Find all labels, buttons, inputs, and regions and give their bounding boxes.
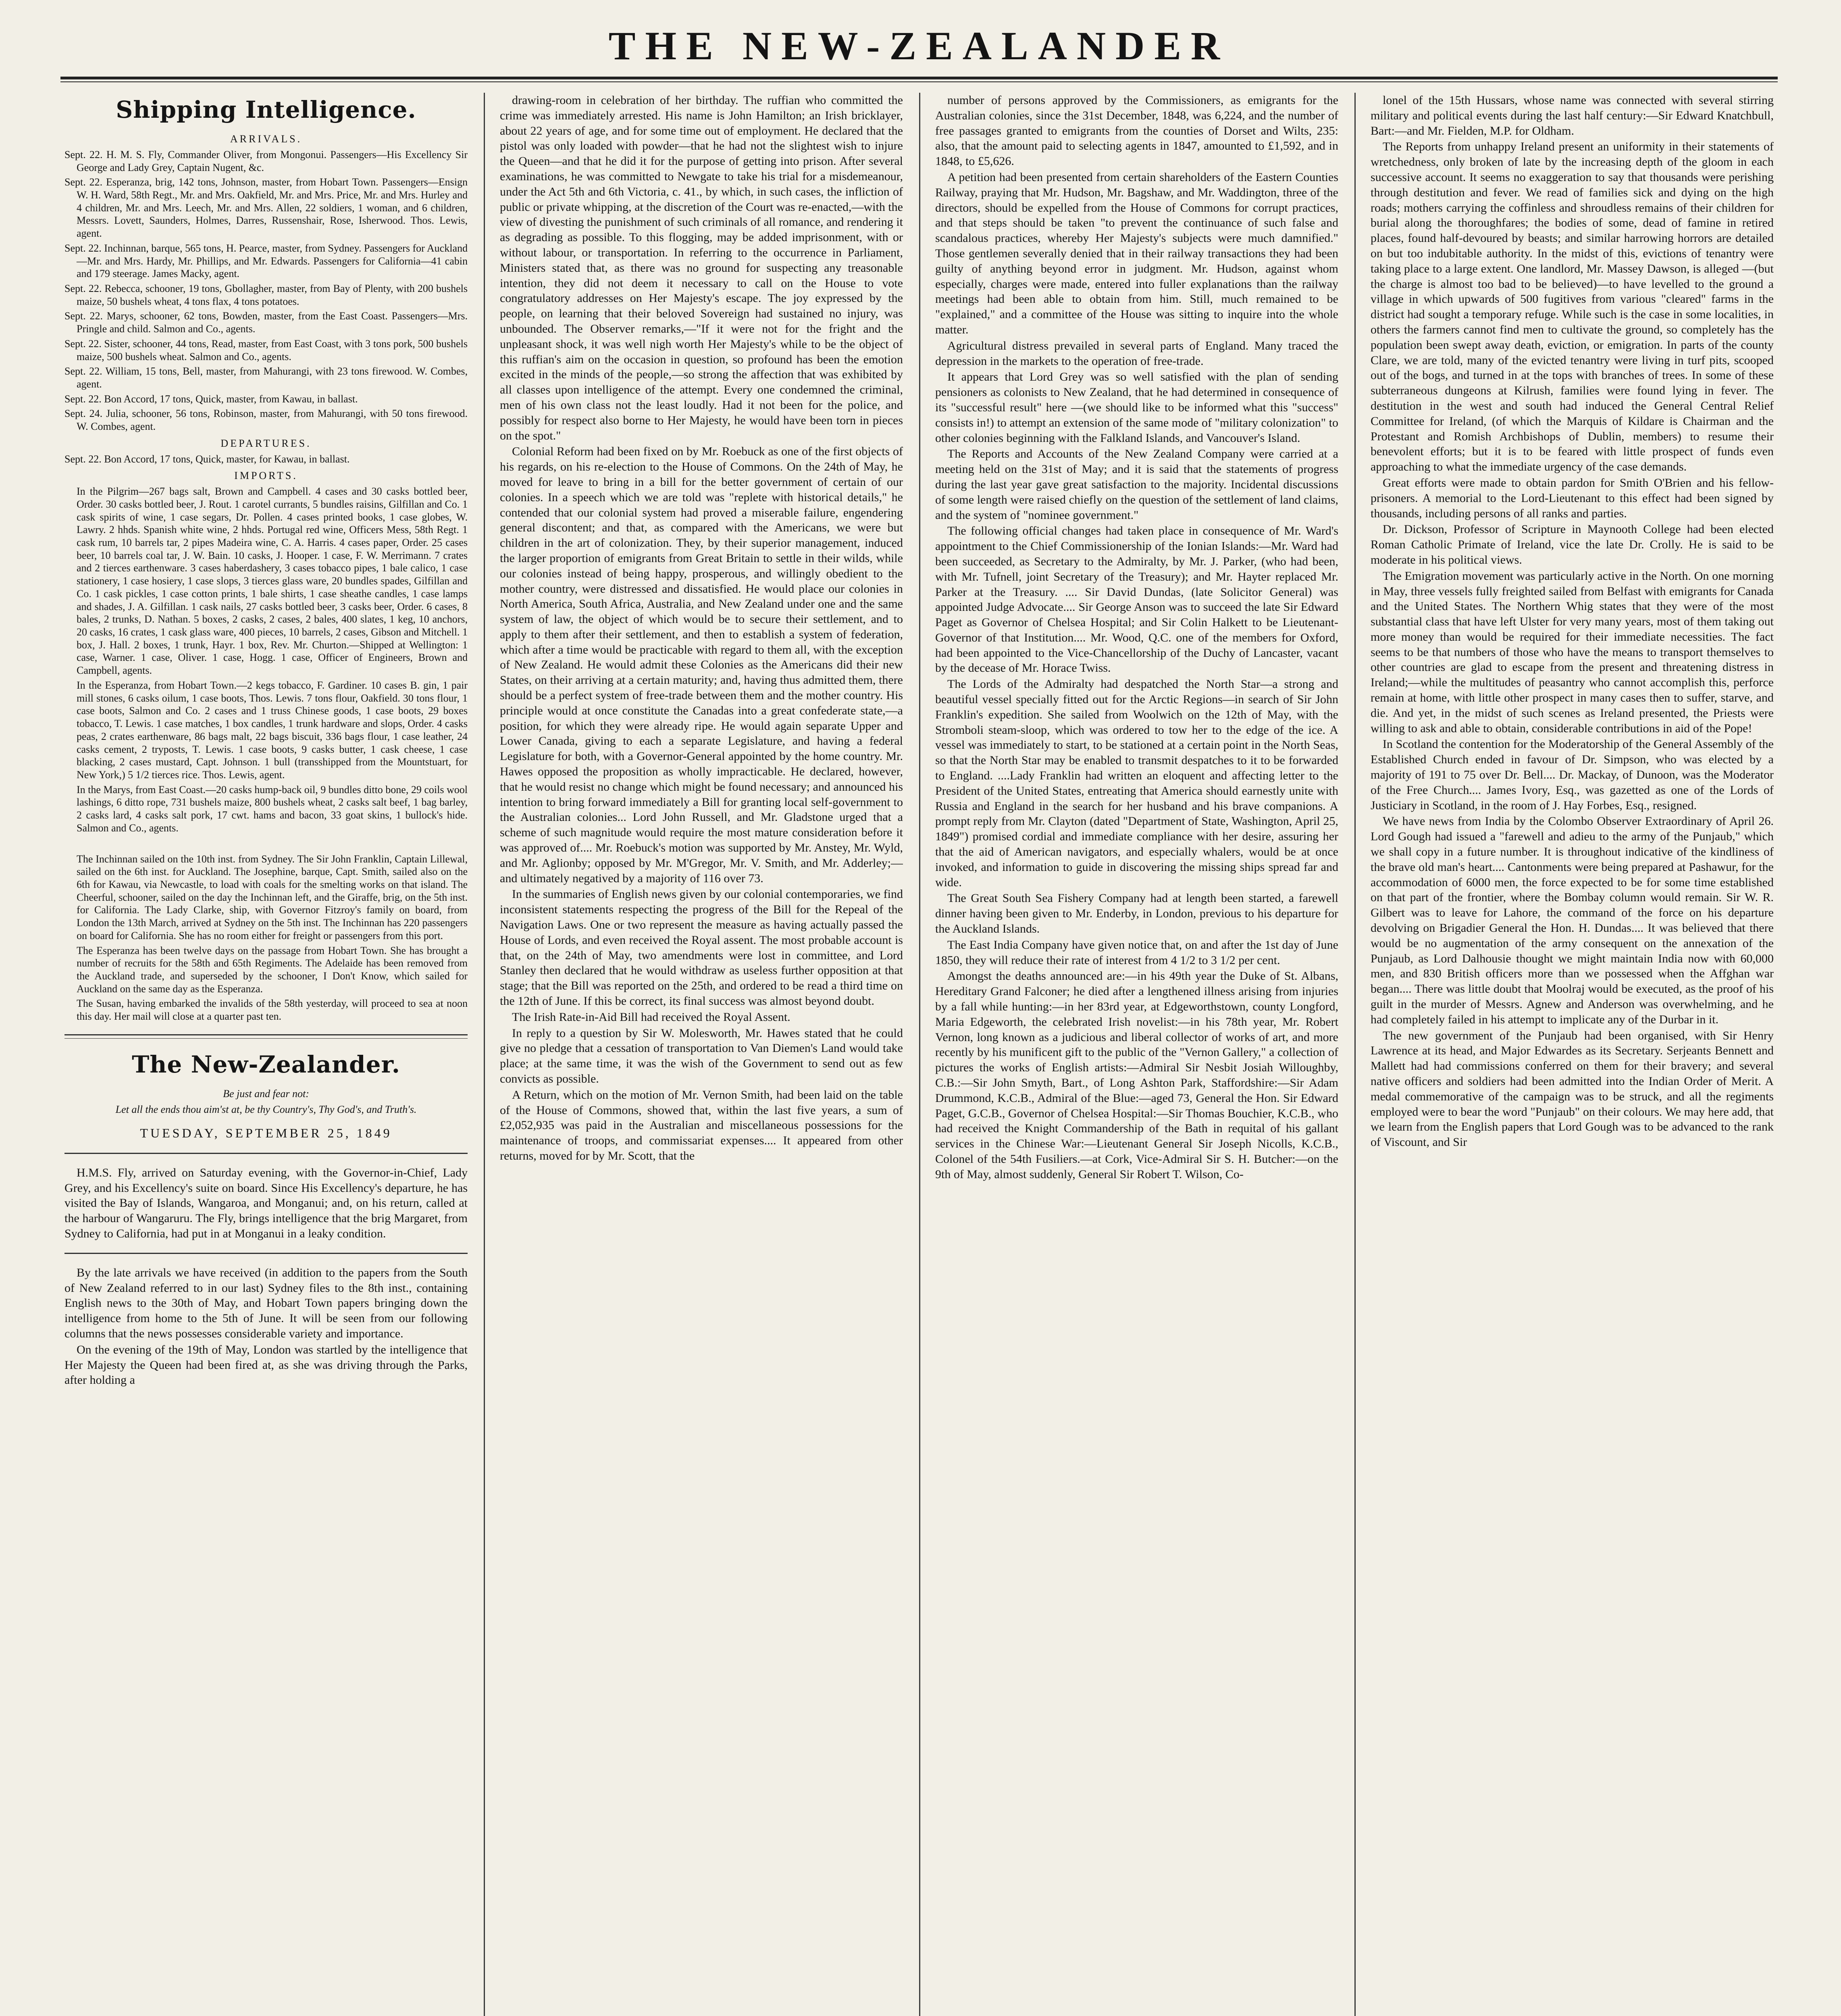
article-paragraph: H.M.S. Fly, arrived on Saturday evening, with the Governor-in-Chief, Lady Grey, and his Excellency's suite on board. Since His Excellency's departure, he has visited the Bay of Islands, Wangaroa, and Monganui; and, on his return, called at the harbour of Wangaruru. The Fly, brings intelligence that the brig Margaret, from Sydney to California, had put in at Monganui in a leaky condition. (64, 1166, 468, 1240)
imports-label: IMPORTS. (234, 470, 298, 482)
column-1 (64, 93, 468, 2016)
article-paragraph: Amongst the deaths announced are:—in his 49th year the Duke of St. Albans, Hereditary Grand Falconer; he died after a lengthened illness arising from injuries by a fall while hunting:—in her 83rd year, at Edgeworthstown, county Longford, Maria Edgeworth, the celebrated Irish novelist:—in his 78th year, Mr. Robert Vernon, long known as a judicious and liberal collector of works of art, and more recently by his munificent gift to the public of the "Vernon Gallery," a collection of pictures the works of English artists:—Admiral Sir Nesbit Josiah Willoughby, C.B.:—Sir John Smyth, Bart., of Long Ashton Park, Staffordshire:—Sir Adam Drummond, K.C.B., Admiral of the Blue:—aged 73, General the Hon. Sir Edward Paget, G.C.B., Governor of Chelsea Hospital:—Sir Thomas Bouchier, K.C.B., who had received the Knight Commandership of the Bath in requital of his gallant services in the Chinese War:—Lieutenant General Sir Joseph Nicolls, K.C.B., Colonel of the 54th Fusiliers.—at Cork, Vice-Admiral Sir S. H. Butcher:—on the 9th of May, almost suddenly, General Sir Robert T. Wilson, Co- (935, 969, 1338, 1181)
arrival-entry: Sept. 22. Esperanza, brig, 142 tons, Johnson, master, from Hobart Town. Passengers—Ensign W. H. Ward, 58th Regt., Mr. and Mrs. Oakfield, Mr. and Mrs. Price, Mr. and Mrs. Hurley and 4 children, Mr. and Mrs. Leech, Mr. and Mrs. Allen, 22 soldiers, 1 woman, and 6 children, Messrs. Lovett, Saunders, Holmes, Darres, Russenshair, Rose, Isherwood. Thos. Lewis, agent. (64, 176, 468, 240)
masthead-rule-thick (60, 77, 1778, 79)
imports-list (64, 485, 468, 834)
article-paragraph: The Reports from unhappy Ireland present an uniformity in their statements of wretchedness, only broken of late by the increasing depth of the gloom in each successive account. It seems no exaggeration to say that thousands were perishing through destitution and fever. We read of families sick and dying on the high roads; mothers carrying the coffinless and shroudless remains of their children for burial along the thoroughfares; the bodies of some, dead of famine in retired places, found half-devoured by beasts; and similar harrowing horrors are detailed on but too indubitable authority. In the midst of this, evictions of tenantry were taking place to a large extent. One landlord, Mr. Massey Dawson, is alleged —(but the charge is almost too bad to be believed)—to have levelled to the ground a village in which upwards of 500 fugitives from various "cleared" farms in the district had sought a temporary refuge. While such is the case in some localities, in others the farmers cannot find men to cultivate the ground, so completely has the population been swept away death, eviction, or emigration. In parts of the county Clare, we are told, many of the evicted tenantry were living in turf pits, scooped out of the bogs, and turned in at the tops with branches of trees. In some of these subterraneous dungeons at Kilrush, families were found lying in fever. The destitution in the west and south had induced the General Central Relief Committee for Ireland, (of which the Marquis of Kildare is Chairman and the Protestant and Romish Archbishops of Dublin, members) to resume their benevolent efforts; but it is to be feared with little prospect of funds even approaching to what the immediate urgency of the case demands. (1371, 140, 1774, 474)
arrivals-label: ARRIVALS. (230, 133, 302, 145)
article-paragraph: In the summaries of English news given by our colonial contemporaries, we find inconsistent statements respecting the progress of the Bill for the Repeal of the Navigation Laws. One or two represent the measure as having actually passed the House of Lords, and even received the Royal assent. The most probable account is that, on the 24th of May, two amendments were lost in committee, and Lord Stanley then declared that he would withdraw as useless further opposition at that stage; that the Bill was reported on the 25th, and ordered to be read a third time on the 12th of June. If this be correct, its final success was almost beyond doubt. (500, 887, 903, 1008)
article-paragraph: In reply to a question by Sir W. Molesworth, Mr. Hawes stated that he could give no pledge that a cessation of transportation to Van Diemen's Land would take place; at the same time, it was the wish of the Government to send out as few convicts as possible. (500, 1026, 903, 1085)
article-paragraph: lonel of the 15th Hussars, whose name was connected with several stirring military and political events during the last half century:—Sir Edward Knatchbull, Bart:—and Mr. Fielden, M.P. for Oldham. (1371, 94, 1774, 137)
article-paragraph: On the evening of the 19th of May, London was startled by the intelligence that Her Majesty the Queen had been fired at, as she was driving through the Parks, after holding a (64, 1343, 468, 1387)
column-3 (935, 93, 1338, 2016)
departures-list (64, 453, 468, 466)
paper-name-heading: The New-Zealander. (132, 1050, 400, 1078)
column-divider (919, 93, 920, 2016)
motto-line-2: Let all the ends thou aim'st at, be thy Country's, Thy God's, and Truth's. (115, 1103, 417, 1115)
shipping-note: The Inchinnan sailed on the 10th inst. from Sydney. The Sir John Franklin, Captain Lillewal, sailed on the 6th inst. for Auckland. The Josephine, barque, Capt. Smith, sailed also on the 6th for Kawau, via Newcastle, to load with coals for the smelting works on that island. The Cheerful, schooner, sailed on the day the Inchinnan left, and the Giraffe, brig, on the 5th inst. for California. The Lady Clarke, ship, with Governor Fitzroy's family on board, from London the 13th March, arrived at Sydney on the 5th inst. The Inchinnan has 220 passengers on board for California. She has no room either for freight or passengers from this port. (77, 853, 468, 941)
issue-dateline: TUESDAY, SEPTEMBER 25, 1849 (140, 1126, 392, 1141)
section-rule (64, 1153, 468, 1154)
masthead-rule-thin (60, 81, 1778, 82)
column-divider (1354, 93, 1356, 2016)
article-paragraph: number of persons approved by the Commissioners, as emigrants for the Australian colonies, since the 31st December, 1848, was 6,224, and the number of free passages granted to emigrants from the counties of Dorset and Wilts, 235: also, that the amount paid to selecting agents in 1847, amounted to £1,592, and in 1848, to £5,626. (935, 94, 1338, 168)
article-paragraph: drawing-room in celebration of her birthday. The ruffian who committed the crime was immediately arrested. His name is John Hamilton; an Irish bricklayer, about 22 years of age, and for some time out of employment. He declared that the pistol was only loaded with powder—that he had not the slightest wish to injure the Queen—and that he did it for the purpose of getting into prison. After several examinations, he was committed to Newgate to take his trial for a misdemeanour, under the Act 5th and 6th Victoria, c. 41., by which, in such cases, the infliction of public or private whipping, at the discretion of the Court was re-enacted,—with the view of divesting the punishment of such criminals of all romance, and rendering it as degrading as possible. To this flogging, may be added imprisonment, with or without labour, or transportation. In referring to the occurrence in Parliament, Ministers stated that, as there was no ground for suspecting any treasonable intention, they did not deem it necessary to call on the House to vote congratulatory addresses on Her Majesty's escape. The joy expressed by the people, on learning that their beloved Sovereign had sustained no injury, was unbounded. The Observer remarks,—"If it were not for the fright and the unpleasant shock, it was well nigh worth Her Majesty's while to be the object of this ruffian's aim on the occasion in question, so profound has been the emotion excited in the minds of the people,—so strong the affection that was exhibited by all classes upon intelligence of the attempt. Every one condemned the criminal, men of his own class not the least loudly. Had it not been for the police, and possibly for respect also borne to Her Majesty, he would have been torn in pieces on the spot." (500, 94, 903, 442)
column-2 (500, 93, 903, 2016)
import-entry: In the Esperanza, from Hobart Town.—2 kegs tobacco, F. Gardiner. 10 cases B. gin, 1 pair mill stones, 6 casks oilum, 1 case boots, Thos. Lewis. 7 tons flour, Oakfield. 30 tons flour, 1 case boots, Salmon and Co. 2 cases and 1 truss Chinese goods, 1 case boots, 29 boxes tobacco, T. Lewis. 1 case matches, 1 box candles, 1 trunk hardware and slops, Order. 4 casks peas, 2 crates earthenware, 86 bags malt, 22 bags biscuit, 336 bags flour, 1 case leather, 24 casks cement, 2 tryposts, T. Lewis. 1 case boots, 9 casks butter, 1 cask cheese, 1 case blacking, 2 cases mustard, Capt. Johnson. 1 bull (transshipped from the Mountstuart, for New York,) 5 1/2 tierces rice. Thos. Lewis, agent. (77, 679, 468, 781)
newspaper-title: THE NEW-ZEALANDER (608, 23, 1230, 68)
article-paragraph: By the late arrivals we have received (in addition to the papers from the South of New Zealand referred to in our last) Sydney files to the 8th inst., containing English news to the 30th of May, and Hobart Town papers bringing down the intelligence from home to the 5th of June. It will be seen from our following columns that the news possesses considerable variety and importance. (64, 1266, 468, 1340)
arrival-entry: Sept. 22. Rebecca, schooner, 19 tons, Gbollagher, master, from Bay of Plenty, with 200 bushels maize, 50 bushels wheat, 4 tons flax, 4 tons potatoes. (64, 283, 468, 307)
article-paragraph: The Great South Sea Fishery Company had at length been started, a farewell dinner having been given to Mr. Enderby, in London, previous to his departure for the Auckland Islands. (935, 891, 1338, 936)
section-rule (64, 1034, 468, 1039)
shipping-notes (64, 853, 468, 1023)
article-paragraph: Agricultural distress prevailed in several parts of England. Many traced the depression in the markets to the operation of free-trade. (935, 339, 1338, 368)
article-paragraph: A Return, which on the motion of Mr. Vernon Smith, had been laid on the table of the House of Commons, showed that, within the last five years, a sum of £2,052,935 was paid in the Australian and miscellaneous possessions for the maintenance of troops, and commissariat expenses.... It appeared from other returns, moved for by Mr. Scott, that the (500, 1088, 903, 1162)
article-paragraph: The Emigration movement was particularly active in the North. On one morning in May, three vessels fully freighted sailed from Belfast with emigrants for Canada and the United States. The Northern Whig states that they were of the most substantial class that have left Ulster for very many years, most of them taking out more money than would be required for their immediate necessities. The fact seems to be that numbers of those who have the means to transport themselves to other countries are glad to escape from the present and threatening distress in Ireland;—while the multitudes of peasantry who cannot accomplish this, perforce remain at home, with little other prospect in many cases then to suffer, starve, and die. And yet, in the midst of such scenes as Ireland presented, the Priests were willing to ask and able to obtain, considerable contributions in aid of the Pope! (1371, 569, 1774, 735)
article-paragraph: The Reports and Accounts of the New Zealand Company were carried at a meeting held on the 31st of May; and it is said that the statements of progress during the last year gave great satisfaction to the majority. Incidental discussions of some length were raised chiefly on the question of the settlement of land claims, and the system of "nominee government." (935, 447, 1338, 522)
article-paragraph: The following official changes had taken place in consequence of Mr. Ward's appointment to the Chief Commissionership of the Ionian Islands:—Mr. Ward had been succeeded, as Secretary to the Admiralty, by Mr. J. Parker, (who had been, with Mr. Tufnell, joint Secretary of the Treasury); and Mr. Hayter replaced Mr. Parker at the Treasury. .... Sir David Dundas, (late Solicitor General) was appointed Judge Advocate.... Sir George Anson was to succeed the late Sir Edward Paget as Governor of Chelsea Hospital; and Sir Colin Halkett to be Lieutenant-Governor of that Institution.... Mr. Wood, Q.C. one of the members for Oxford, had been appointed to the Vice-Chancellorship of the Duchy of Lancaster, vacant by the decease of Mr. Horace Twiss. (935, 524, 1338, 675)
departure-entry: Sept. 22. Bon Accord, 17 tons, Quick, master, for Kawau, in ballast. (64, 453, 350, 465)
article-paragraph: Dr. Dickson, Professor of Scripture in Maynooth College had been elected Roman Catholic Primate of Ireland, vice the late Dr. Crolly. He is said to be moderate in his political views. (1371, 523, 1774, 566)
arrival-entry: Sept. 22. H. M. S. Fly, Commander Oliver, from Mongonui. Passengers—His Excellency Sir George and Lady Grey, Captain Nugent, &c. (64, 148, 468, 173)
article-paragraph: Great efforts were made to obtain pardon for Smith O'Brien and his fellow-prisoners. A memorial to the Lord-Lieutenant to this effect had been signed by thousands, including persons of all ranks and parties. (1371, 476, 1774, 520)
arrival-entry: Sept. 22. Marys, schooner, 62 tons, Bowden, master, from the East Coast. Passengers—Mrs. Pringle and child. Salmon and Co., agents. (64, 310, 468, 335)
article-paragraph: In Scotland the contention for the Moderatorship of the General Assembly of the Established Church ended in favour of Dr. Simpson, who was elected by a majority of 191 to 75 over Dr. Bell.... Dr. Mackay, of Dunoon, was the Moderator of the Free Church.... James Ivory, Esq., was gazetted as one of the Lords of Justiciary in Scotland, in the room of J. Hay Forbes, Esq., resigned. (1371, 737, 1774, 812)
arrival-entry: Sept. 22. Bon Accord, 17 tons, Quick, master, from Kawau, in ballast. (64, 393, 358, 405)
arrivals-list (64, 148, 468, 433)
departures-label: DEPARTURES. (221, 437, 312, 449)
article-paragraph: The Lords of the Admiralty had despatched the North Star—a strong and beautiful vessel specially fitted out for the Arctic Regions—in search of Sir John Franklin's expedition. She sailed from Woolwich on the 12th of May, with the Stromboli steam-sloop, which was ordered to tow her to the edge of the ice. A vessel was immediately to start, to be stationed at a certain point in the North Seas, so that the North Star may be enabled to transmit despatches to it to be forwarded to England. ....Lady Franklin had written an eloquent and affecting letter to the President of the United States, entreating that America should earnestly unite with Russia and England in the search for her husband and his brave companions. A prompt reply from Mr. Clayton (dated "Department of State, Washington, April 25, 1849") promised cordial and immediate compliance with her desire, assuring her that the aid of American navigators, and especially whalers, would be at once invoked, and information to guide in discovering the missing ships spread far and wide. (935, 677, 1338, 889)
article-paragraph: A petition had been presented from certain shareholders of the Eastern Counties Railway, praying that Mr. Hudson, Mr. Bagshaw, and Mr. Waddington, three of the directors, should be expelled from the House of Commons for corrupt practices, and that steps should be taken "to prevent the continuance of such false and scandalous practices, whereby Her Majesty's subjects were much damnified." Those gentlemen severally denied that in their railway transactions they had been guilty of anything beyond error in judgment. Mr. Hudson, against whom especially, charges were made, entered into fuller explanations than the railway meetings had been able to obtain from him. Still, much remained to be "explained," and a committee of the House was sitting to inquire into the whole matter. (935, 170, 1338, 336)
arrival-entry: Sept. 22. Sister, schooner, 44 tons, Read, master, from East Coast, with 3 tons pork, 500 bushels maize, 500 bushels wheat. Salmon and Co., agents. (64, 337, 468, 362)
arrival-entry: Sept. 22. William, 15 tons, Bell, master, from Mahurangi, with 23 tons firewood. W. Combes, agent. (64, 365, 468, 390)
shipping-note: The Susan, having embarked the invalids of the 58th yesterday, will proceed to sea at noon this day. Her mail will close at a quarter past ten. (77, 998, 468, 1023)
article-paragraph: We have news from India by the Colombo Observer Extraordinary of April 26. Lord Gough had issued a "farewell and adieu to the army of the Punjaub," which we shall copy in a future number. It is throughout indicative of the kindliness of the brave old man's heart.... Cantonments were being prepared at Pashawur, for the accommodation of 6000 men, the force expected to be for some time established on that part of the frontier, where the Bombay column would remain. Sir W. R. Gilbert was to leave for Lahore, the command of the force on his departure devolving on Brigadier General the Hon. H. Dundas.... It was believed that there would be no augmentation of the army consequent on the annexation of the Punjaub, as Lord Dalhousie thought we might maintain India now with 60,000 men, and 830 British officers more than we possessed when the Affghan war began.... There was little doubt that Moolraj would be executed, as the proof of his guilt in the murder of Messrs. Agnew and Anderson was overwhelming, and he had completely failed in his attempt to implicate any of the Durbar in it. (1371, 814, 1774, 1026)
arrival-entry: Sept. 22. Inchinnan, barque, 565 tons, H. Pearce, master, from Sydney. Passengers for Auckland—Mr. and Mrs. Hardy, Mr. Phillips, and Mr. Edwards. Passengers for California—41 cabin and 179 steerage. James Macky, agent. (64, 242, 468, 280)
section-rule (64, 1253, 468, 1254)
column-divider (484, 93, 485, 2016)
article-paragraph: The new government of the Punjaub had been organised, with Sir Henry Lawrence at its head, and Major Edwardes as its Secretary. Serjeants Bennett and Mallett had had commissions conferred on them for their bravery; and several native officers and soldiers had been admitted into the Indian Order of Merit. A medal commemorative of the campaign was to be struck, and all the regiments employed were to bear the word "Punjaub" on their colours. We may here add, that we learn from the English papers that Lord Gough was to be advanced to the rank of Viscount, and Sir (1371, 1029, 1774, 1149)
motto-line-1: Be just and fear not: (223, 1087, 309, 1100)
article-paragraph: The East India Company have given notice that, on and after the 1st day of June 1850, they will reduce their rate of interest from 4 1/2 to 3 1/2 per cent. (935, 938, 1338, 967)
article-paragraph: The Irish Rate-in-Aid Bill had received the Royal Assent. (512, 1010, 790, 1024)
article-paragraph: It appears that Lord Grey was so well satisfied with the plan of sending pensioners as colonists to New Zealand, that he had determined in consequence of its "successful result" here —(we should like to be informed what this "success" consists in!) to attempt an extension of the same mode of "military colonization" to other colonies beginning with the Falkland Islands, and Vancouver's Island. (935, 370, 1338, 445)
arrival-entry: Sept. 24. Julia, schooner, 56 tons, Robinson, master, from Mahurangi, with 50 tons firewood. W. Combes, agent. (64, 408, 468, 433)
shipping-heading: Shipping Intelligence. (116, 96, 416, 123)
newspaper-page (64, 93, 1774, 2016)
column-4 (1371, 93, 1774, 2016)
masthead (60, 16, 1778, 85)
article-paragraph: Colonial Reform had been fixed on by Mr. Roebuck as one of the first objects of his regards, on his re-election to the House of Commons. On the 24th of May, he moved for leave to bring in a bill for the better government of certain of our colonies. In a speech which we are told was "replete with historical details," he contended that our colonial system had proved a miserable failure, engendering general discontent; and that, as compared with the Americans, we were but children in the art of colonization. They, by their superior management, induced the larger proportion of emigrants from Great Britain to settle in their wilds, while our colonies instead of being happy, prosperous, and willingly obedient to the mother country, were distressed and dissatisfied. He would place our colonies in North America, South Africa, Australia, and New Zealand under one and the same system of law, the object of which would be to secure their settlement, and to apply to them after their settlement, and then to establish a system of federation, which after a time would be practicable with regard to them all, with the exception of New Zealand. He would admit these Colonies as the Americans did their new States, on their arriving at a certain maturity; and, having thus admitted them, there should be a perfect system of free-trade between them and the mother country. His principle would at once constitute the Canadas into a great confederate state,—a position, for which they were already ripe. He would again separate Upper and Lower Canada, giving to each a separate Legislature, and having a federal Legislature for both, with a Governor-General appointed by the home country. Mr. Hawes opposed the proposition as wholly impracticable. He declared, however, that he would resist no change which might be found necessary; and announced his intention to bring forward immediately a Bill for granting local self-government to the Australian colonies... Lord John Russell, and Mr. Gladstone urged that a scheme of such magnitude would require the most mature consideration before it was approved of.... Mr. Roebuck's motion was supported by Mr. Anstey, Mr. Wyld, and Mr. Aglionby; opposed by Mr. M'Gregor, Mr. V. Smith, and Mr. Adderley;—and ultimately negatived by a majority of 116 over 73. (500, 445, 903, 885)
shipping-note: The Esperanza has been twelve days on the passage from Hobart Town. She has brought a number of recruits for the 58th and 65th Regiments. The Adelaide has been removed from the Auckland trade, and superseded by the schooner, I Don't Know, which sailed for Auckland on the same day as the Esperanza. (77, 944, 468, 995)
import-entry: In the Pilgrim—267 bags salt, Brown and Campbell. 4 cases and 30 casks bottled beer, Order. 30 casks bottled beer, J. Rout. 1 carotel currants, 5 bundles raisins, Gilfillan and Co. 1 cask spirits of wine, 1 case segars, Dr. Pollen. 4 cases printed books, 1 case globes, W. Lawry. 2 hhds. Spanish white wine, 2 hhds. Portugal red wine, Officers Mess, 58th Regt. 1 cask rum, 10 barrels tar, 2 pipes Madeira wine, C. A. Harris. 4 cases paper, Order. 25 cases beer, 10 barrels coal tar, J. W. Bain. 10 casks, J. Hooper. 1 case, F. W. Merrimann. 7 crates and 2 tierces earthenware. 3 cases haberdashery, 3 cases tobacco pipes, 1 bale calico, 1 case stationery, 1 case hosiery, 1 case slops, 3 tierces glass ware, 20 bundles spades, Gilfillan and Co. 1 cask pickles, 1 case cotton prints, 1 bale shirts, 1 case sheathe candles, 1 case lamps and shades, J. A. Gilfillan. 1 cask nails, 27 casks bottled beer, 3 casks beer, Order. 6 cases, 8 bales, 2 trunks, D. Nathan. 5 boxes, 2 casks, 2 cases, 2 bales, 400 slates, 1 keg, 10 anchors, 20 casks, 16 crates, 1 cask glass ware, 400 pieces, 10 barrels, 2 cases, Gibson and Mitchell. 1 box, J. Hall. 2 boxes, 1 trunk, Hayr. 1 box, Rev. Mr. Churton.—Shipped at Wellington: 1 case, Warner. 1 case, Oliver. 1 case, Hogg. 1 case, Officer of Engineers, Brown and Campbell, agents. (77, 485, 468, 677)
import-entry: In the Marys, from East Coast.—20 casks hump-back oil, 9 bundles ditto bone, 29 coils wool lashings, 6 ditto rope, 731 bushels maize, 800 bushels wheat, 2 casks salt beef, 1 bag barley, 2 casks lard, 4 casks salt pork, 17 cwt. hams and bacon, 33 goat skins, 1 bullock's hide. Salmon and Co., agents. (77, 783, 468, 834)
